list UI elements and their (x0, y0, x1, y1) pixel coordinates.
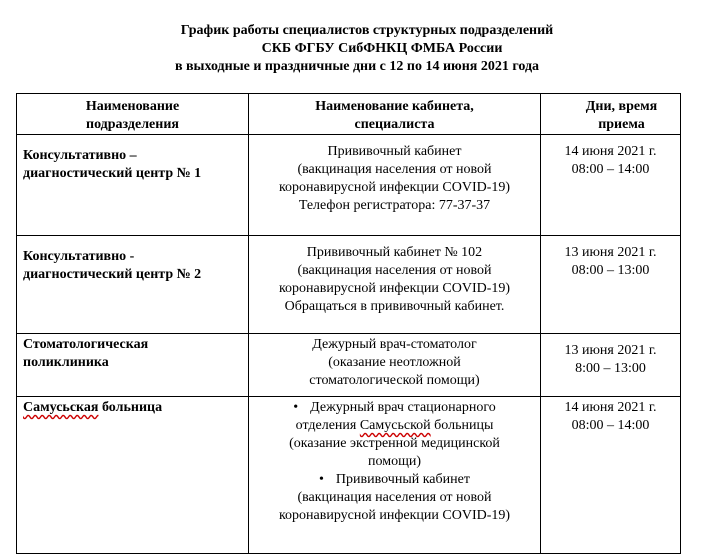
cell-text: коронавирусной инфекции COVID-19) (278, 508, 511, 523)
cell-text: Прививочный кабинет (327, 144, 462, 159)
cabinet-cell (249, 334, 541, 397)
header-text: Дни, время (585, 99, 658, 114)
cell-text: стоматологической помощи) (309, 373, 480, 388)
days-cell (541, 334, 681, 397)
cell-text: 13 июня 2021 г. (564, 245, 657, 260)
cell-text: диагностический центр № 1 (23, 166, 202, 181)
header-text: Наименование (85, 99, 180, 114)
days-cell (541, 397, 681, 554)
department-cell (17, 236, 249, 334)
cell-text: больница (98, 400, 163, 415)
cell-text: 8:00 – 13:00 (575, 361, 646, 376)
cell-text: (вакцинация населения от новой (297, 490, 492, 505)
table-row (17, 236, 681, 334)
cell-text: Обращаться в прививочный кабинет. (284, 299, 505, 314)
schedule-table (16, 93, 681, 554)
header-cabinet (249, 94, 541, 135)
cell-text (249, 417, 540, 435)
cell-text: Консультативно - (23, 249, 135, 264)
cell-text: (вакцинация населения от новой (297, 263, 492, 278)
cell-text: (вакцинация населения от новой (297, 162, 492, 177)
cell-text: Дежурный врач-стоматолог (312, 337, 477, 352)
cell-text: Прививочный кабинет № 102 (306, 245, 483, 260)
cell-text: Стоматологическая (23, 337, 149, 352)
cell-text: Самусьская (23, 400, 99, 415)
cell-text: отделения (295, 418, 360, 433)
cell-text: Самусьской (359, 418, 431, 433)
title-line-1: График работы специалистов структурных подразделений (180, 23, 554, 38)
cell-text: 08:00 – 14:00 (571, 162, 650, 177)
cell-text: помощи) (367, 454, 422, 469)
cabinet-cell (249, 135, 541, 236)
days-cell (541, 236, 681, 334)
cell-text: коронавирусной инфекции COVID-19) (278, 180, 511, 195)
bullet-item: • Дежурный врач стационарного (249, 399, 540, 417)
table-row (17, 397, 681, 554)
header-text: подразделения (86, 117, 179, 132)
department-cell (17, 334, 249, 397)
cell-text: больницы (430, 418, 494, 433)
title-line-3: в выходные и праздничные дни с 12 по 14 июня 2021 года (174, 59, 540, 74)
cell-text: Телефон регистратора: 77-37-37 (298, 198, 491, 213)
cabinet-cell (249, 397, 541, 554)
cell-text: Консультативно – (23, 148, 137, 163)
table-row (17, 135, 681, 236)
document-title (0, 22, 704, 76)
cell-text: диагностический центр № 2 (23, 267, 202, 282)
cell-text: коронавирусной инфекции COVID-19) (278, 281, 511, 296)
cell-text: 14 июня 2021 г. (564, 144, 657, 159)
header-text: приема (598, 117, 645, 132)
cell-text (23, 399, 248, 417)
cabinet-cell (249, 236, 541, 334)
cell-text: (оказание экстренной медицинской (289, 436, 500, 451)
cell-text: 08:00 – 14:00 (571, 418, 650, 433)
cell-text: (оказание неотложной (328, 355, 461, 370)
cell-text: 13 июня 2021 г. (564, 343, 657, 358)
department-cell (17, 397, 249, 554)
header-department (17, 94, 249, 135)
header-text: специалиста (354, 117, 435, 132)
cell-text: 14 июня 2021 г. (564, 400, 657, 415)
title-line-2: СКБ ФГБУ СибФНКЦ ФМБА России (261, 41, 503, 56)
table-row (17, 334, 681, 397)
days-cell (541, 135, 681, 236)
header-days (541, 94, 681, 135)
bullet-item: • Прививочный кабинет (249, 471, 540, 489)
cell-text: 08:00 – 13:00 (571, 263, 650, 278)
table-header-row (17, 94, 681, 135)
header-text: Наименование кабинета, (315, 99, 474, 114)
department-cell (17, 135, 249, 236)
cell-text: поликлиника (23, 355, 109, 370)
